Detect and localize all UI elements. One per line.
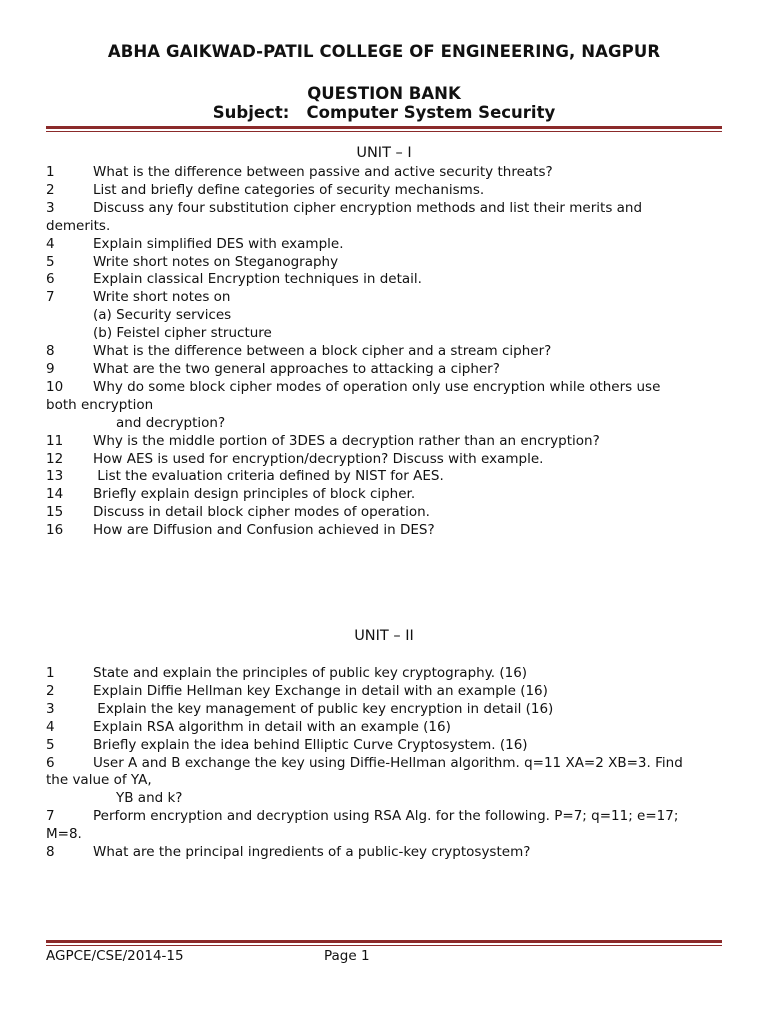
question-text: Write short notes on xyxy=(93,289,231,306)
question-number: 2 xyxy=(46,682,55,699)
question-item xyxy=(46,504,726,522)
question-text: Write short notes on Steganography xyxy=(93,253,339,270)
question-item xyxy=(46,486,726,504)
question-text: How are Diffusion and Confusion achieved in DES? xyxy=(93,522,435,539)
question-item xyxy=(46,254,726,272)
sub-question: (a) Security services xyxy=(93,307,232,324)
question-text: Why is the middle portion of 3DES a decryption rather than an encryption? xyxy=(93,432,600,449)
question-number: 8 xyxy=(46,343,55,360)
question-text: Explain simplified DES with example. xyxy=(93,235,344,252)
question-text: Perform encryption and decryption using RSA Alg. for the following. P=7; q=11; e=17; xyxy=(93,808,679,825)
question-item xyxy=(46,343,726,361)
question-item xyxy=(46,289,726,307)
question-continuation: YB and k? xyxy=(116,790,183,807)
question-text: List the evaluation criteria defined by NIST for AES. xyxy=(93,468,444,485)
question-text: How AES is used for encryption/decryption? Discuss with example. xyxy=(93,450,544,467)
question-text: Discuss any four substitution cipher encryption methods and list their merits and xyxy=(93,199,643,216)
question-text: Explain the key management of public key encryption in detail (16) xyxy=(93,700,554,717)
question-item xyxy=(46,236,726,254)
document-title: QUESTION BANK xyxy=(307,84,461,103)
question-item xyxy=(46,468,726,486)
question-item xyxy=(46,379,726,397)
question-number: 6 xyxy=(46,271,55,288)
unit1-heading: UNIT – I xyxy=(356,145,412,161)
question-item xyxy=(46,164,726,182)
unit2-heading: UNIT – II xyxy=(354,628,414,644)
question-number: 4 xyxy=(46,718,55,735)
question-item xyxy=(46,361,726,379)
question-text: What are the two general approaches to attacking a cipher? xyxy=(93,360,500,377)
question-number: 13 xyxy=(46,468,64,485)
question-text: List and briefly define categories of security mechanisms. xyxy=(93,181,485,198)
question-item xyxy=(46,451,726,469)
question-item xyxy=(46,719,726,737)
question-number: 2 xyxy=(46,181,55,198)
question-text: User A and B exchange the key using Diffie-Hellman algorithm. q=11 XA=2 XB=3. Find xyxy=(93,754,683,771)
question-item xyxy=(46,522,726,540)
question-item xyxy=(46,701,726,719)
question-number: 6 xyxy=(46,754,55,771)
question-number: 16 xyxy=(46,522,64,539)
question-text: Explain Diffie Hellman key Exchange in detail with an example (16) xyxy=(93,682,548,699)
question-item xyxy=(46,808,726,826)
question-item xyxy=(46,665,726,683)
question-item xyxy=(46,200,726,218)
question-item xyxy=(46,683,726,701)
unit2-question-list xyxy=(46,665,726,862)
question-number: 8 xyxy=(46,844,55,861)
question-number: 5 xyxy=(46,736,55,753)
question-number: 14 xyxy=(46,486,64,503)
footer-divider xyxy=(46,940,722,946)
question-continuation: both encryption xyxy=(46,396,154,413)
question-text: State and explain the principles of public key cryptography. (16) xyxy=(93,665,528,681)
college-name: ABHA GAIKWAD-PATIL COLLEGE OF ENGINEERING, NAGPUR xyxy=(107,42,661,61)
question-number: 5 xyxy=(46,253,55,270)
unit1-question-list xyxy=(46,164,726,540)
page-number: Page 1 xyxy=(324,948,370,964)
question-number: 4 xyxy=(46,235,55,252)
question-number: 15 xyxy=(46,504,64,521)
question-continuation: and decryption? xyxy=(116,414,226,431)
question-item xyxy=(46,182,726,200)
question-text: Briefly explain the idea behind Elliptic Curve Cryptosystem. (16) xyxy=(93,736,528,753)
question-text: Discuss in detail block cipher modes of operation. xyxy=(93,504,430,521)
question-item xyxy=(46,433,726,451)
question-text: What is the difference between a block cipher and a stream cipher? xyxy=(93,343,552,360)
question-item xyxy=(46,844,726,862)
question-number: 7 xyxy=(46,808,55,825)
question-number: 9 xyxy=(46,360,55,377)
question-text: Explain RSA algorithm in detail with an example (16) xyxy=(93,718,451,735)
question-text: Briefly explain design principles of block cipher. xyxy=(93,486,416,503)
question-text: Explain classical Encryption techniques in detail. xyxy=(93,271,422,288)
subject-line: Subject: Computer System Security xyxy=(212,103,556,122)
question-text: What is the difference between passive and active security threats? xyxy=(93,164,553,180)
question-number: 3 xyxy=(46,199,55,216)
question-number: 12 xyxy=(46,450,64,467)
question-number: 1 xyxy=(46,665,55,681)
sub-question: (b) Feistel cipher structure xyxy=(93,325,272,342)
question-text: What are the principal ingredients of a public-key cryptosystem? xyxy=(93,844,531,861)
question-number: 3 xyxy=(46,700,55,717)
question-number: 7 xyxy=(46,289,55,306)
question-continuation: M=8. xyxy=(46,826,82,843)
question-continuation: demerits. xyxy=(46,217,111,234)
question-continuation: the value of YA, xyxy=(46,772,152,789)
question-text: Why do some block cipher modes of operation only use encryption while others use xyxy=(93,378,661,395)
question-number: 1 xyxy=(46,164,55,180)
footer-code: AGPCE/CSE/2014-15 xyxy=(46,948,184,964)
question-item xyxy=(46,737,726,755)
header-divider xyxy=(46,126,722,132)
question-item xyxy=(46,755,726,773)
question-number: 11 xyxy=(46,432,64,449)
question-number: 10 xyxy=(46,378,64,395)
question-item xyxy=(46,271,726,289)
